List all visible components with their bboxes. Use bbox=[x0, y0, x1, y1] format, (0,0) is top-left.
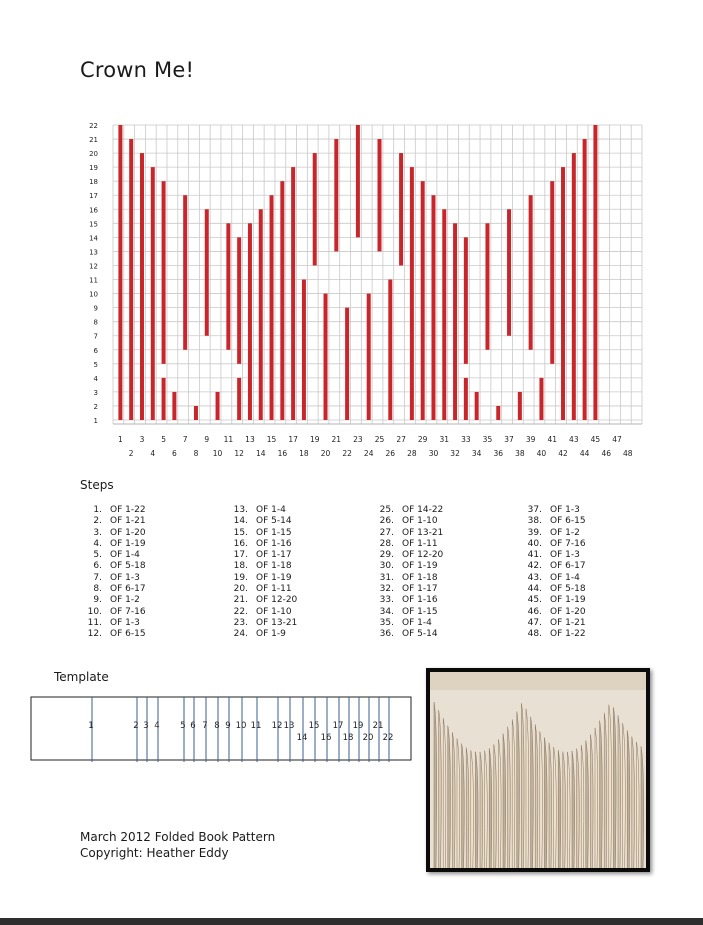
x-tick-label: 44 bbox=[579, 449, 590, 458]
step-number: 10. bbox=[87, 606, 102, 617]
x-tick-label: 30 bbox=[428, 449, 439, 458]
step-text: OF 1-16 bbox=[402, 595, 438, 606]
step-text: OF 1-17 bbox=[256, 550, 292, 561]
step-number: 43. bbox=[527, 572, 542, 583]
step-text: OF 1-17 bbox=[402, 584, 438, 595]
step-text: OF 1-19 bbox=[402, 561, 438, 572]
step-number: 48. bbox=[527, 629, 542, 640]
step-text: OF 6-17 bbox=[110, 584, 146, 595]
y-tick-label: 17 bbox=[89, 192, 98, 201]
x-tick-label: 7 bbox=[182, 435, 188, 444]
step-text: OF 1-9 bbox=[256, 629, 286, 640]
step-number: 4. bbox=[93, 538, 102, 549]
y-tick-label: 5 bbox=[93, 360, 98, 369]
y-tick-label: 14 bbox=[89, 234, 98, 243]
template-mark-label: 18 bbox=[342, 733, 354, 743]
step-number: 30. bbox=[379, 561, 394, 572]
step-text: OF 1-22 bbox=[110, 505, 146, 515]
step-text: OF 1-10 bbox=[402, 516, 438, 527]
x-tick-label: 23 bbox=[353, 435, 363, 444]
step-number: 6. bbox=[93, 561, 102, 572]
step-text: OF 1-11 bbox=[402, 538, 438, 549]
template-mark-label: 15 bbox=[308, 721, 320, 731]
x-tick-label: 28 bbox=[407, 449, 417, 458]
y-tick-label: 7 bbox=[93, 332, 98, 341]
step-number: 19. bbox=[233, 572, 248, 583]
step-number: 27. bbox=[379, 527, 394, 538]
y-tick-label: 8 bbox=[93, 318, 98, 327]
step-number: 32. bbox=[379, 584, 394, 595]
step-text: OF 13-21 bbox=[402, 527, 444, 538]
step-text: OF 1-19 bbox=[256, 572, 292, 583]
step-text: OF 1-21 bbox=[110, 516, 146, 527]
x-tick-label: 19 bbox=[309, 435, 320, 444]
step-number: 25. bbox=[379, 505, 394, 515]
x-tick-label: 20 bbox=[320, 449, 331, 458]
x-tick-label: 43 bbox=[569, 435, 579, 444]
step-number: 11. bbox=[87, 617, 102, 628]
step-number: 38. bbox=[527, 516, 542, 527]
x-tick-label: 17 bbox=[288, 435, 298, 444]
step-number: 29. bbox=[379, 550, 394, 561]
photo-top-shade bbox=[430, 672, 646, 690]
step-number: 8. bbox=[93, 584, 102, 595]
steps-heading: Steps bbox=[80, 478, 114, 492]
y-tick-label: 10 bbox=[89, 290, 98, 299]
step-text: OF 1-18 bbox=[256, 561, 292, 572]
template-mark-label: 9 bbox=[225, 721, 231, 731]
step-number: 40. bbox=[527, 538, 542, 549]
x-tick-label: 47 bbox=[612, 435, 622, 444]
step-number: 12. bbox=[87, 629, 102, 640]
y-tick-label: 13 bbox=[89, 248, 98, 257]
step-text: OF 5-14 bbox=[256, 516, 292, 527]
y-tick-label: 15 bbox=[89, 220, 98, 229]
x-tick-label: 48 bbox=[623, 449, 633, 458]
y-tick-label: 1 bbox=[93, 417, 98, 425]
template-mark-label: 5 bbox=[180, 721, 186, 731]
step-text: OF 1-21 bbox=[550, 617, 586, 628]
step-number: 46. bbox=[527, 606, 542, 617]
x-tick-label: 25 bbox=[374, 435, 385, 444]
x-tick-label: 40 bbox=[536, 449, 547, 458]
x-tick-label: 31 bbox=[439, 435, 450, 444]
x-tick-label: 21 bbox=[331, 435, 342, 444]
x-tick-label: 4 bbox=[150, 449, 156, 458]
x-tick-label: 46 bbox=[601, 449, 611, 458]
step-text: OF 1-3 bbox=[110, 617, 140, 628]
template-mark-label: 11 bbox=[250, 721, 262, 731]
step-number: 47. bbox=[527, 617, 542, 628]
step-number: 15. bbox=[233, 527, 248, 538]
x-tick-label: 5 bbox=[161, 435, 166, 444]
step-number: 5. bbox=[93, 550, 102, 561]
x-tick-label: 36 bbox=[493, 449, 504, 458]
step-text: OF 5-18 bbox=[110, 561, 146, 572]
bottom-bar bbox=[0, 918, 703, 925]
template-mark-label: 22 bbox=[382, 733, 394, 743]
y-tick-label: 22 bbox=[89, 122, 98, 130]
step-number: 26. bbox=[379, 516, 394, 527]
step-number: 20. bbox=[233, 584, 248, 595]
step-number: 35. bbox=[379, 617, 394, 628]
step-text: OF 1-4 bbox=[550, 572, 580, 583]
step-number: 7. bbox=[93, 572, 102, 583]
page-title: Crown Me! bbox=[80, 58, 195, 82]
step-text: OF 13-21 bbox=[256, 617, 298, 628]
step-number: 21. bbox=[233, 595, 248, 606]
template-mark-label: 20 bbox=[362, 733, 374, 743]
step-text: OF 1-11 bbox=[256, 584, 292, 595]
template-mark-label: 3 bbox=[143, 721, 149, 731]
x-tick-label: 12 bbox=[234, 449, 244, 458]
step-number: 1. bbox=[93, 505, 102, 515]
step-number: 31. bbox=[379, 572, 394, 583]
x-tick-label: 18 bbox=[299, 449, 309, 458]
x-tick-label: 41 bbox=[547, 435, 558, 444]
x-tick-label: 13 bbox=[245, 435, 255, 444]
step-text: OF 1-18 bbox=[402, 572, 438, 583]
y-tick-label: 21 bbox=[89, 136, 98, 145]
template-mark-label: 4 bbox=[154, 721, 160, 731]
step-number: 18. bbox=[233, 561, 248, 572]
y-tick-label: 9 bbox=[93, 304, 98, 313]
x-tick-label: 29 bbox=[417, 435, 428, 444]
step-text: OF 7-16 bbox=[110, 606, 146, 617]
step-number: 37. bbox=[527, 505, 542, 515]
step-number: 44. bbox=[527, 584, 542, 595]
y-tick-label: 6 bbox=[93, 346, 98, 355]
template-mark-label: 13 bbox=[283, 721, 295, 731]
y-tick-label: 3 bbox=[93, 388, 98, 397]
x-tick-label: 24 bbox=[363, 449, 374, 458]
x-tick-label: 45 bbox=[590, 435, 601, 444]
step-text: OF 6-15 bbox=[110, 629, 146, 640]
step-text: OF 5-14 bbox=[402, 629, 438, 640]
step-number: 2. bbox=[93, 516, 102, 527]
step-text: OF 12-20 bbox=[256, 595, 298, 606]
step-text: OF 1-19 bbox=[550, 595, 586, 606]
template-mark-label: 17 bbox=[332, 721, 344, 731]
step-text: OF 1-2 bbox=[550, 527, 580, 538]
step-number: 13. bbox=[233, 505, 248, 515]
step-number: 14. bbox=[233, 516, 248, 527]
footer-line-2: Copyright: Heather Eddy bbox=[80, 846, 229, 860]
x-tick-label: 11 bbox=[223, 435, 234, 444]
step-number: 24. bbox=[233, 629, 248, 640]
step-text: OF 1-22 bbox=[550, 629, 586, 640]
step-number: 9. bbox=[93, 595, 102, 606]
step-text: OF 1-19 bbox=[110, 538, 146, 549]
step-number: 36. bbox=[379, 629, 394, 640]
step-text: OF 6-17 bbox=[550, 561, 586, 572]
step-text: OF 6-15 bbox=[550, 516, 586, 527]
step-text: OF 5-18 bbox=[550, 584, 586, 595]
template-heading: Template bbox=[54, 670, 109, 684]
footer-line-1: March 2012 Folded Book Pattern bbox=[80, 830, 276, 844]
step-number: 17. bbox=[233, 550, 248, 561]
x-tick-label: 6 bbox=[171, 449, 177, 458]
x-tick-label: 38 bbox=[515, 449, 525, 458]
step-text: OF 1-20 bbox=[110, 527, 146, 538]
step-number: 39. bbox=[527, 527, 542, 538]
x-tick-label: 10 bbox=[212, 449, 223, 458]
x-tick-label: 3 bbox=[139, 435, 145, 444]
step-text: OF 14-22 bbox=[402, 505, 444, 515]
x-tick-label: 27 bbox=[396, 435, 406, 444]
template-mark-label: 19 bbox=[352, 721, 364, 731]
y-tick-label: 11 bbox=[89, 276, 98, 285]
step-text: OF 12-20 bbox=[402, 550, 444, 561]
template-mark-label: 14 bbox=[296, 733, 308, 743]
y-tick-label: 16 bbox=[89, 206, 98, 215]
step-number: 34. bbox=[379, 606, 394, 617]
template-mark-label: 7 bbox=[202, 721, 208, 731]
step-number: 16. bbox=[233, 538, 248, 549]
step-text: OF 1-15 bbox=[256, 527, 292, 538]
x-tick-label: 37 bbox=[504, 435, 514, 444]
step-text: OF 1-10 bbox=[256, 606, 292, 617]
x-tick-label: 9 bbox=[204, 435, 210, 444]
x-tick-label: 26 bbox=[385, 449, 396, 458]
x-tick-label: 1 bbox=[118, 435, 123, 444]
step-text: OF 1-16 bbox=[256, 538, 292, 549]
step-text: OF 7-16 bbox=[550, 538, 586, 549]
template-mark-label: 8 bbox=[214, 721, 220, 731]
step-text: OF 1-2 bbox=[110, 595, 140, 606]
step-number: 28. bbox=[379, 538, 394, 549]
step-number: 41. bbox=[527, 550, 542, 561]
x-tick-label: 22 bbox=[342, 449, 352, 458]
template-mark-label: 10 bbox=[235, 721, 247, 731]
x-tick-label: 34 bbox=[471, 449, 482, 458]
step-number: 45. bbox=[527, 595, 542, 606]
folded-book-photo bbox=[426, 668, 650, 872]
step-text: OF 1-4 bbox=[256, 505, 286, 515]
x-tick-label: 39 bbox=[525, 435, 536, 444]
step-number: 42. bbox=[527, 561, 542, 572]
step-text: OF 1-4 bbox=[110, 550, 140, 561]
y-tick-label: 18 bbox=[89, 178, 98, 187]
x-tick-label: 32 bbox=[450, 449, 460, 458]
step-text: OF 1-3 bbox=[550, 505, 580, 515]
y-tick-label: 2 bbox=[93, 402, 98, 411]
y-tick-label: 4 bbox=[93, 374, 98, 383]
step-number: 33. bbox=[379, 595, 394, 606]
template-mark-label: 21 bbox=[372, 721, 384, 731]
x-tick-label: 8 bbox=[193, 449, 199, 458]
x-tick-label: 35 bbox=[482, 435, 493, 444]
footer bbox=[80, 829, 275, 861]
template-mark-label: 16 bbox=[320, 733, 332, 743]
step-text: OF 1-4 bbox=[402, 617, 432, 628]
template-mark-label: 2 bbox=[133, 721, 139, 731]
step-number: 23. bbox=[233, 617, 248, 628]
x-tick-label: 2 bbox=[128, 449, 134, 458]
x-tick-label: 42 bbox=[558, 449, 568, 458]
step-number: 3. bbox=[93, 527, 102, 538]
y-tick-label: 20 bbox=[89, 150, 98, 159]
template-mark-label: 12 bbox=[271, 721, 283, 731]
step-text: OF 1-3 bbox=[550, 550, 580, 561]
x-tick-label: 33 bbox=[461, 435, 471, 444]
step-text: OF 1-3 bbox=[110, 572, 140, 583]
y-tick-label: 19 bbox=[89, 164, 98, 173]
template-mark-label: 6 bbox=[190, 721, 196, 731]
step-text: OF 1-20 bbox=[550, 606, 586, 617]
step-number: 22. bbox=[233, 606, 248, 617]
x-tick-label: 14 bbox=[255, 449, 266, 458]
x-tick-label: 15 bbox=[266, 435, 277, 444]
step-text: OF 1-15 bbox=[402, 606, 438, 617]
template-mark-label: 1 bbox=[88, 721, 94, 731]
y-tick-label: 12 bbox=[89, 262, 98, 271]
x-tick-label: 16 bbox=[277, 449, 288, 458]
